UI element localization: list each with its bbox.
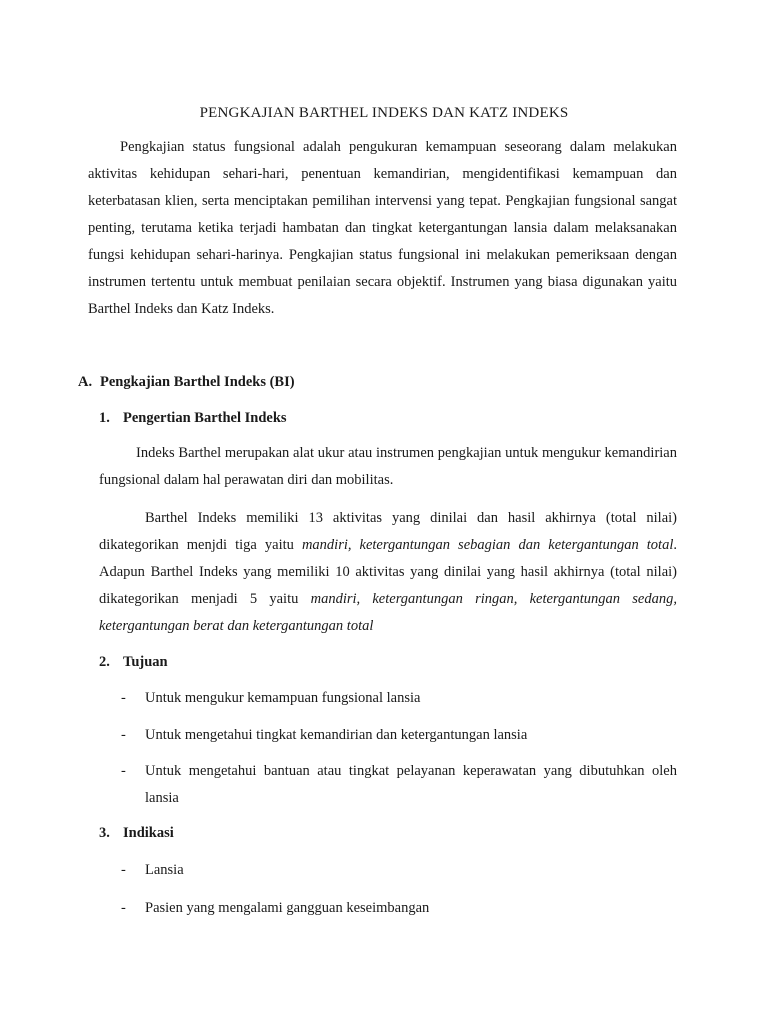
categories-italic-1: mandiri, ketergantungan sebagian dan ketergantungan total	[301, 537, 674, 553]
section-a-title: Pengkajian Barthel Indeks (BI)	[100, 374, 295, 390]
list-item-text: Untuk mengetahui bantuan atau tingkat pelayanan keperawatan yang dibutuhkan oleh lansia	[145, 763, 677, 806]
bullet-dash: -	[121, 763, 126, 779]
section-a-heading	[78, 370, 295, 394]
barthel-categories-paragraph	[99, 505, 677, 640]
subsection-1-title: Pengertian Barthel Indeks	[123, 410, 287, 426]
list-item	[121, 758, 677, 812]
subsection-1-number: 1.	[99, 410, 110, 426]
subsection-1-heading	[99, 406, 287, 430]
list-item	[121, 722, 677, 749]
subsection-3-title: Indikasi	[123, 825, 174, 841]
document-title: PENGKAJIAN BARTHEL INDEKS DAN KATZ INDEKS	[199, 105, 569, 121]
categories-text-2: . Adapun Barthel Indeks yang memiliki 10 aktivitas yang dinilai yang hasil akhirnya (total nilai) dikategorikan menjadi 5 yaitu	[99, 537, 677, 607]
list-item-text: Lansia	[145, 862, 184, 878]
categories-italic-2: mandiri, ketergantungan ringan, ketergantungan sedang, ketergantungan berat dan ketergantungan total	[99, 591, 677, 634]
subsection-3-number: 3.	[99, 825, 110, 841]
subsection-2-heading	[99, 650, 168, 674]
list-item	[121, 685, 677, 712]
section-a-number: A.	[78, 374, 93, 390]
categories-text-1: Barthel Indeks memiliki 13 aktivitas yang dinilai dan hasil akhirnya (total nilai) dikategorikan menjdi tiga yaitu	[99, 510, 677, 553]
subsection-3-heading	[99, 821, 174, 845]
list-item-text: Pasien yang mengalami gangguan keseimbangan	[145, 900, 430, 916]
list-item-text: Untuk mengukur kemampuan fungsional lansia	[145, 690, 421, 706]
subsection-2-number: 2.	[99, 654, 110, 670]
intro-paragraph: Pengkajian status fungsional adalah pengukuran kemampuan seseorang dalam melakukan aktivitas kehidupan sehari-hari, penentuan kemandirian, mengidentifikasi kemampuan dan keterbatasan klien, serta menciptakan pemilihan intervensi yang tepat. Pengkajian fungsional sangat penting, terutama ketika terjadi hambatan dan tingkat ketergantungan lansia dalam melaksanakan fungsi kehidupan sehari-harinya. Pengkajian status fungsional ini melakukan pemeriksaan dengan instrumen tertentu untuk membuat penilaian secara objektif. Instrumen yang biasa digunakan yaitu Barthel Indeks dan Katz Indeks.	[88, 139, 677, 317]
bullet-dash: -	[121, 690, 126, 706]
definition-paragraph: Indeks Barthel merupakan alat ukur atau instrumen pengkajian untuk mengukur kemandirian fungsional dalam hal perawatan diri dan mobilitas.	[99, 445, 677, 488]
bullet-dash: -	[121, 900, 126, 916]
subsection-2-title: Tujuan	[123, 654, 168, 670]
list-item	[121, 895, 677, 922]
list-item	[121, 857, 677, 884]
bullet-dash: -	[121, 727, 126, 743]
bullet-dash: -	[121, 862, 126, 878]
list-item-text: Untuk mengetahui tingkat kemandirian dan ketergantungan lansia	[145, 727, 528, 743]
